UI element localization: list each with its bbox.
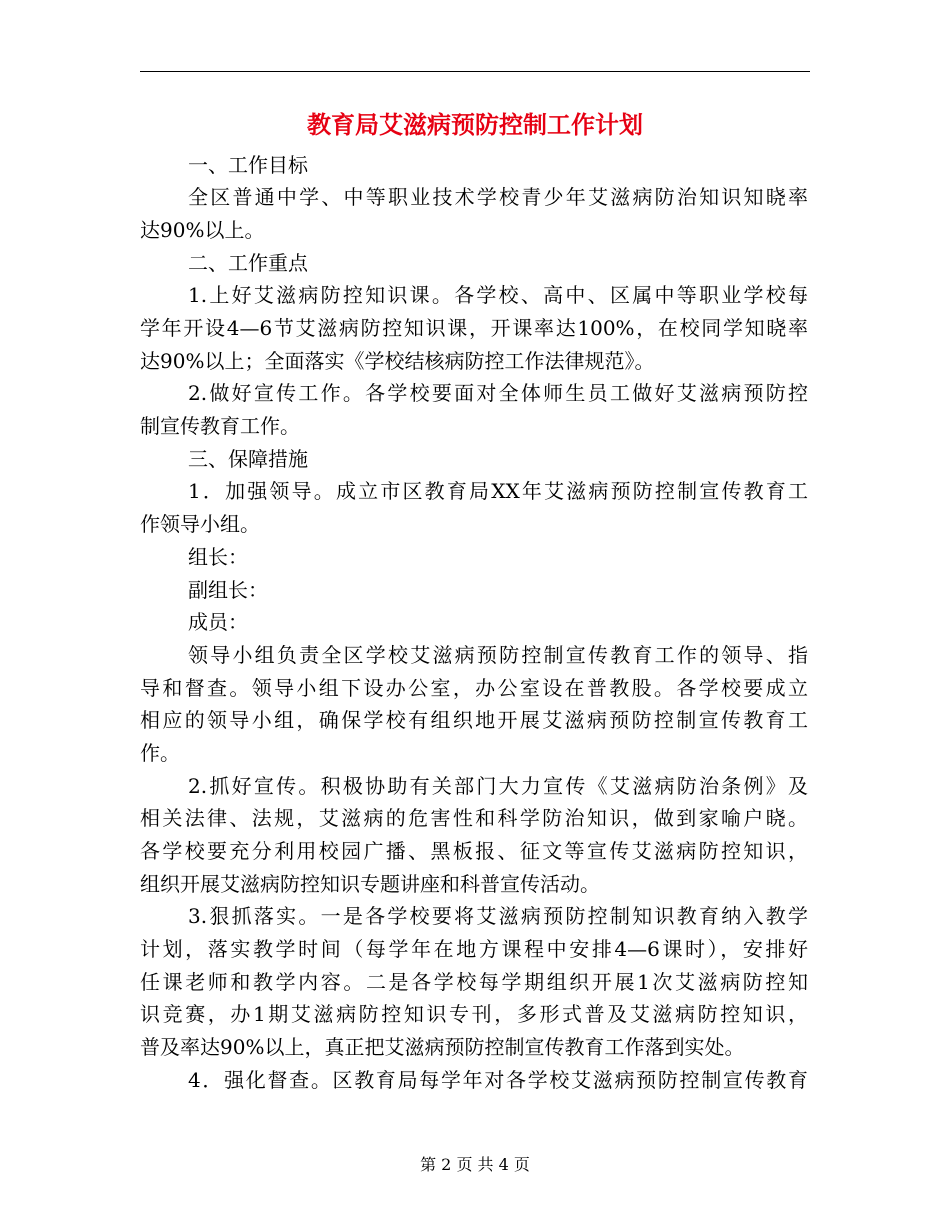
paragraph-line: 达90%以上。 [140, 217, 265, 242]
paragraph-line: 任课老师和教学内容。二是各学校每学期组织开展1次艾滋病防控知 [140, 969, 808, 994]
section-heading-goals [140, 149, 808, 182]
paragraph-focus-1 [140, 279, 808, 377]
paragraph-line: 组长： [188, 544, 248, 569]
paragraph-line: 识竞赛，办1期艾滋病防控知识专刊，多形式普及艾滋病防控知识， [140, 1002, 808, 1027]
paragraph-focus-2 [140, 377, 808, 442]
paragraph-measures-4 [140, 1064, 808, 1097]
paragraph-line: 成员： [188, 610, 248, 635]
header-rule [140, 71, 810, 72]
paragraph-line: 1．加强领导。成立市区教育局XX年艾滋病预防控制宣传教育工 [188, 479, 808, 504]
deputy-leader-field [140, 574, 808, 607]
paragraph-line: 相关法律、法规，艾滋病的危害性和科学防治知识，做到家喻户晓。 [140, 806, 808, 831]
section-heading-measures [140, 443, 808, 476]
heading-line: 三、保障措施 [188, 446, 308, 471]
page-number-footer: 第 2 页 共 4 页 [420, 1155, 530, 1174]
document-body [140, 149, 808, 1097]
paragraph-line: 普及率达90%以上，真正把艾滋病预防控制宣传教育工作落到实处。 [140, 1035, 745, 1060]
paragraph-line: 计划，落实教学时间（每学年在地方课程中安排4—6课时），安排好 [140, 937, 808, 962]
paragraph-line: 作。 [140, 740, 180, 765]
paragraph-measures-3 [140, 900, 808, 1063]
paragraph-line: 3.狠抓落实。一是各学校要将艾滋病预防控制知识教育纳入教学 [188, 904, 808, 929]
paragraph-line: 1.上好艾滋病防控知识课。各学校、高中、区属中等职业学校每 [188, 283, 808, 308]
paragraph-line: 组织开展艾滋病防控知识专题讲座和科普宣传活动。 [140, 871, 600, 896]
paragraph-line: 领导小组负责全区学校艾滋病预防控制宣传教育工作的领导、指 [188, 642, 808, 667]
group-leader-field [140, 541, 808, 574]
paragraph-line: 相应的领导小组，确保学校有组织地开展艾滋病预防控制宣传教育工 [140, 708, 808, 733]
paragraph-line: 学年开设4—6节艾滋病防控知识课，开课率达100%，在校同学知晓率 [140, 316, 808, 341]
paragraph-line: 副组长： [188, 577, 268, 602]
paragraph-leadership-group [140, 639, 808, 770]
paragraph-line: 制宣传教育工作。 [140, 414, 300, 439]
paragraph-line: 全区普通中学、中等职业技术学校青少年艾滋病防治知识知晓率 [188, 185, 808, 210]
paragraph-goals [140, 181, 808, 246]
members-field [140, 606, 808, 639]
paragraph-line: 作领导小组。 [140, 512, 260, 537]
paragraph-line: 2.抓好宣传。积极协助有关部门大力宣传《艾滋病防治条例》及 [188, 773, 808, 798]
document-title: 教育局艾滋病预防控制工作计划 [307, 110, 643, 139]
section-heading-focus [140, 247, 808, 280]
heading-line: 二、工作重点 [188, 250, 308, 275]
heading-line: 一、工作目标 [188, 152, 308, 177]
paragraph-line: 达90%以上；全面落实《学校结核病防控工作法律规范》。 [140, 348, 655, 373]
paragraph-line: 4．强化督查。区教育局每学年对各学校艾滋病预防控制宣传教育 [188, 1067, 808, 1092]
paragraph-measures-1 [140, 475, 808, 540]
paragraph-line: 2.做好宣传工作。各学校要面对全体师生员工做好艾滋病预防控 [188, 381, 808, 406]
paragraph-line: 各学校要充分利用校园广播、黑板报、征文等宣传艾滋病防控知识， [140, 839, 808, 864]
paragraph-line: 导和督查。领导小组下设办公室，办公室设在普教股。各学校要成立 [140, 675, 808, 700]
paragraph-measures-2 [140, 770, 808, 901]
